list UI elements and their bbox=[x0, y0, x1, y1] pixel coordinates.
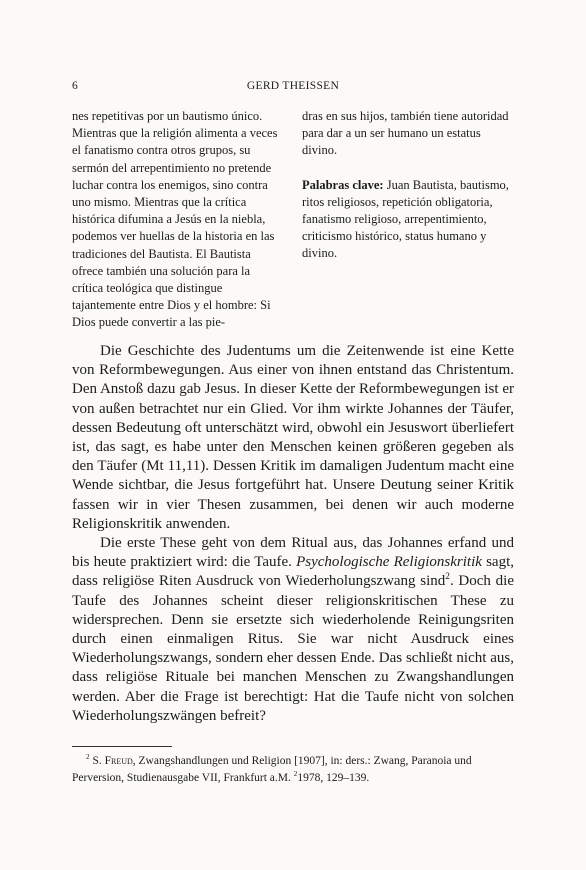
page-header bbox=[72, 80, 514, 96]
paragraph-2-text-a: Die erste These geht von dem Ritual aus, das Johannes erfand und bis heute praktiziert wird: die Taufe. bbox=[72, 535, 514, 571]
footnote-author-initial: S. bbox=[92, 755, 105, 767]
abstract-text-left: nes repetitivas por un bautismo único. Mientras que la religión alimenta a veces el fanatismo contra otros grupos, su sermón del arrepentimiento no pretende luchar contra los enemigos, sino contra uno mismo. Mientras que la crítica histórica difumina a Jesús en la niebla, podemos ver huellas de la historia en las tradiciones del Bautista. El Bautista ofrece también una solución para la crítica teológica que distingue tajantemente entre Dios y el hombre: Si Dios puede convertir a las pie- bbox=[72, 109, 278, 330]
footnote-ref[interactable]: 2 bbox=[445, 572, 450, 583]
footnote-divider bbox=[72, 746, 172, 747]
paragraph-2-text-c: . Doch die Taufe des Johannes scheint dieser religionskritischen These zu widersprechen. Denn sie ersetzte sich wiederholende Reinigungsriten durch einen einmaligen Ritus. Sie war nicht Ausdruck eines Wiederholungszwangs, sondern eher dessen Ende. Das schließt nicht aus, dass religiöse Rituale bei manchen Menschen zu Zwangshandlungen werden. Aber die Frage ist berechtigt: Hat die Taufe nicht von solchen Wiederholungszwängen befreit? bbox=[72, 573, 514, 724]
running-head: GERD THEISSEN bbox=[246, 80, 340, 92]
keywords-list: Juan Bautista, bautismo, ritos religiosos, repetición obligatoria, fanatismo religioso, arrepentimiento, criticismo histórico, status humano y divino. bbox=[302, 177, 509, 261]
footnote-author: Freud bbox=[104, 755, 133, 767]
abstract-text-right: dras en sus hijos, también tiene autoridad para dar a un ser humano un estatus divino. bbox=[302, 109, 509, 158]
footnote-text: , Zwangshandlungen und Religion [1907], in: ders.: Zwang, Paranoia und Perversion, Studienausgabe VII, Frankfurt a.M. bbox=[72, 755, 472, 784]
italic-term: Psychologische Religionskritik bbox=[296, 554, 482, 571]
abstract-columns bbox=[72, 108, 514, 332]
keywords bbox=[302, 177, 514, 263]
footnote-edition: 2 bbox=[293, 770, 298, 779]
footnote-text-end: 1978, 129–139. bbox=[297, 772, 370, 784]
page-number: 6 bbox=[72, 80, 79, 92]
paragraph-2 bbox=[72, 534, 514, 726]
footnote bbox=[72, 753, 514, 787]
abstract-column-left bbox=[72, 108, 284, 332]
keywords-label: Palabras clave: bbox=[302, 177, 384, 192]
footnote-number: 2 bbox=[86, 753, 90, 762]
paragraph-2-text-b: sagt, dass religiöse Riten Ausdruck von Wiederholungszwang sind bbox=[72, 554, 514, 590]
abstract-column-right bbox=[302, 108, 514, 332]
paragraph-1: Die Geschichte des Judentums um die Zeitenwende ist eine Kette von Reformbewegungen. Aus einer von ihnen entstand das Christentum. Den Anstoß dazu gab Jesus. In dieser Kette der Reformbewegungen ist er von außen betrachtet nur ein Glied. Vor ihm wirkte Johannes der Täufer, dessen Bedeutung oft unterschätzt wird, obwohl ein Jesuswort überliefert ist, das sagt, es habe unter den Menschen keinen größeren gegeben als den Täufer (Mt 11,11). Dessen Kritik im damaligen Judentum macht eine Wende sichtbar, die Jesus fortgeführt hat. Unsere Deutung seiner Kritik fassen wir in vier Thesen zusammen, bei denen wir auch moderne Religionskritik anwenden. bbox=[72, 343, 514, 532]
body-text bbox=[72, 342, 514, 726]
